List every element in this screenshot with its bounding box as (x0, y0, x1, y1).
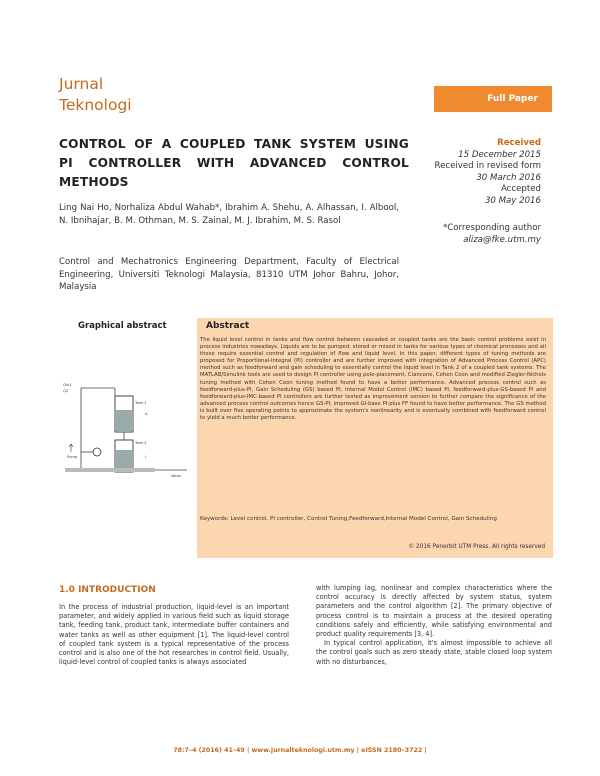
journal-name (59, 74, 132, 116)
pump-label: Pump (67, 455, 78, 459)
body-column-left (59, 603, 289, 667)
tank-1-liquid (116, 410, 132, 431)
author-list: Ling Nai Ho, Norhaliza Abdul Wahab*, Ibrahim A. Shehu, A. Alhassan, I. Albool, N. Ibnihajar, B. M. Othman, M. S. Zainal, M. J. Ibrahim, M. S. Rasol (59, 203, 399, 226)
accepted-date: 30 May 2016 (484, 195, 541, 206)
received-label: Received (497, 138, 541, 148)
corresponding-label: *Corresponding author (442, 223, 541, 233)
level-label: I (145, 455, 147, 459)
q1-label: Qin1 (63, 383, 72, 387)
corresponding-author (400, 222, 541, 246)
area-label: A (145, 412, 148, 416)
abstract-heading: Abstract (206, 321, 250, 331)
reservoir (65, 468, 155, 472)
journal-name-line1: Jurnal (59, 75, 104, 93)
copyright: © 2016 Penerbit UTM Press. All rights reserved (408, 544, 545, 550)
flow-arrow-icon (69, 444, 73, 452)
paper-title: CONTROL OF A COUPLED TANK SYSTEM USING PI CONTROLLER WITH ADVANCED CONTROL METHODS (59, 137, 409, 189)
q2-label: Q2 (63, 389, 69, 393)
graphical-abstract-figure (59, 340, 191, 490)
journal-name-line2: Teknologi (59, 96, 132, 114)
accepted-label: Accepted (500, 184, 541, 195)
corresponding-email[interactable]: aliza@fke.utm.my (463, 235, 541, 245)
abstract-text: The liquid level control in tanks and flow control between cascaded or coupled tanks are the basic control problems exist in process industries nowadays. Liquids are to be pumped, stored or mixed in tanks for various types of chemical processes and all these require essential control and regulation of flow and liquid level. In this paper, different types of tuning methods are proposed for Proportional-Integral (PI) controller and are further improved with integration of Advanced Process Control (APC) method such as feedforward and gain scheduling to essentially control the liquid level in Tank 2 of a coupled tank systems. The MATLAB/Simulink tools are used to design PI controller using pole-placement, Ciancone, Cohen Coon and modified Ziegler-Nichols tuning method with Cohen Coon tuning method found to have a better performance. Advanced process control such as feedforward-plus-PI, Gain Scheduling (GS) based PI, Internal Model Control (IMC) based PI, feedforward-plus-GS-based PI and feedforward-plus-IMC-based PI controllers are further tested as improvement version to further compare the significance of the advanced process control outcomes hence GS-PI, improved GI-base PI-plus FF found to have better performance. The GS method is built over five operating points to approximate the system's nonlinearity and is eventually combined with feedforward control to yield a much better performance. (200, 337, 546, 422)
keywords: Keywords: Level control, PI controller, Control Tuning,Feedforward,Internal Model Control, Gain Scheduling (200, 516, 497, 522)
section-heading: 1.0 INTRODUCTION (59, 585, 156, 595)
valve-label: Valve (171, 474, 181, 478)
affiliation: Control and Mechatronics Engineering Department, Faculty of Electrical Engineering, Universiti Teknologi Malaysia, 81310 UTM Johor Bahru, Johor, Malaysia (59, 257, 399, 293)
revised-label: Received in revised form (434, 161, 541, 172)
paragraph: In typical control application, it's almost impossible to achieve all the control goals such as zero steady state, stable closed loop system with no disturbances, (316, 639, 552, 666)
received-date: 15 December 2015 (458, 149, 541, 160)
tank-2-liquid (116, 450, 132, 471)
graphical-abstract-label: Graphical abstract (78, 321, 167, 331)
article-dates (400, 138, 541, 208)
page-footer: 78:7–4 (2016) 41–49 | www.jurnalteknologi.utm.my | eISSN 2180–3722 | (173, 747, 427, 754)
paragraph: with lumping lag, nonlinear and complex characteristics where the control accuracy is directly affected by system status, system parameters and the control algorithm [2]. The primary objective of process control is to maintain a process at the desired operating conditions safely and efficiently, while satisfying environmental and product quality requirements [3, 4]. (316, 584, 552, 639)
revised-date: 30 March 2016 (476, 172, 541, 183)
tank-1-label: Tank 1 (135, 401, 147, 405)
full-paper-badge: Full Paper (434, 86, 552, 112)
pump-icon (93, 448, 101, 456)
paragraph: In the process of industrial production, liquid-level is an important parameter, and widely applied in various field such as liquid storage tank, feeding tank, product tank, intermediate buffer containers and water tanks as well as other equipment [1]. The liquid-level control of coupled tank system is a typical representative of the process control and is also one of the hot researches in control field. Usually, liquid-level control of coupled tanks is always associated (59, 603, 289, 667)
tank-2-label: Tank 2 (135, 441, 147, 445)
body-column-right (316, 584, 552, 667)
